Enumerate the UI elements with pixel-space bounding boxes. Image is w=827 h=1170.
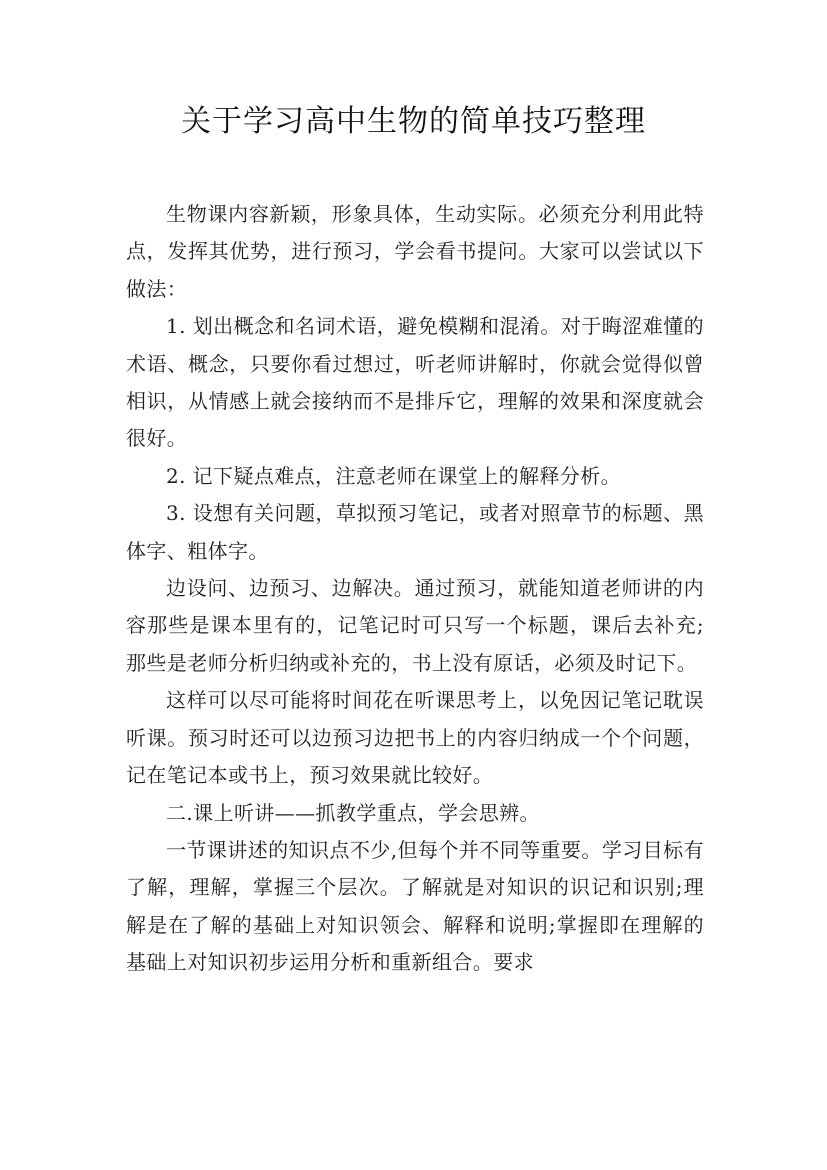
document-title: 关于学习高中生物的简单技巧整理 — [181, 104, 646, 139]
paragraph-learning-levels: 一节课讲述的知识点不少,但每个并不同等重要。学习目标有了解，理解，掌握三个层次。了解就是对知识的识记和识别;理解是在了解的基础上对知识领会、解释和说明;掌握即在理解的基础上对知识初步运用分析和重新组合。要求 — [126, 837, 704, 975]
section-heading-2: 二.课上听讲——抓教学重点，学会思辨。 — [166, 800, 540, 825]
paragraph-item-3: 3. 设想有关问题，草拟预习笔记，或者对照章节的标题、黑体字、粗体字。 — [126, 501, 704, 563]
document-body — [126, 196, 704, 982]
paragraph-intro: 生物课内容新颖，形象具体，生动实际。必须充分利用此特点，发挥其优势，进行预习，学会看书提问。大家可以尝试以下做法： — [126, 202, 704, 301]
paragraph-preview-method: 边设问、边预习、边解决。通过预习，就能知道老师讲的内容那些是课本里有的，记笔记时可只写一个标题，课后去补充;那些是老师分析归纳或补充的，书上没有原话，必须及时记下。 — [126, 576, 704, 675]
paragraph-item-1: 1. 划出概念和名词术语，避免模糊和混淆。对于晦涩难懂的术语、概念，只要你看过想过，听老师讲解时，你就会觉得似曾相识，从情感上就会接纳而不是排斥它，理解的效果和深度就会很好。 — [126, 314, 704, 451]
paragraph-preview-benefit: 这样可以尽可能将时间花在听课思考上，以免因记笔记耽误听课。预习时还可以边预习边把书上的内容归纳成一个个问题，记在笔记本或书上，预习效果就比较好。 — [126, 688, 704, 788]
paragraph-item-2: 2. 记下疑点难点，注意老师在课堂上的解释分析。 — [166, 463, 622, 488]
